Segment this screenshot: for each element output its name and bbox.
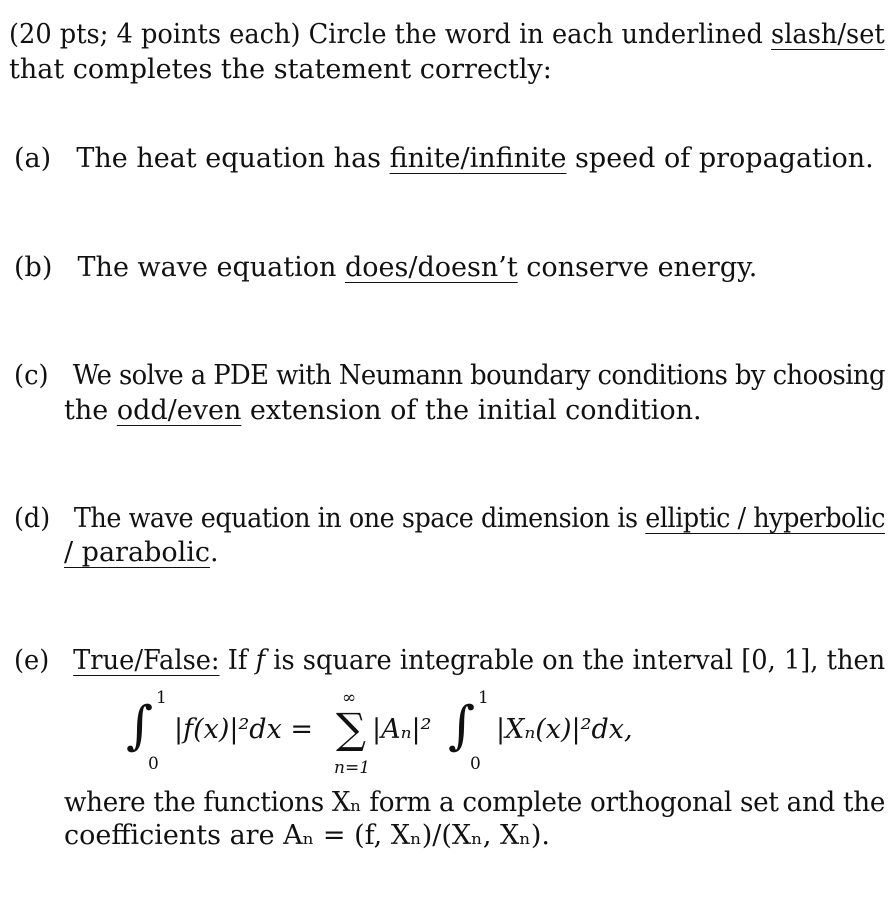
question-b-text: The wave equation <box>77 252 345 283</box>
question-d-text-end: . <box>210 537 219 568</box>
sum-lower: n=1 <box>334 758 371 778</box>
question-c-label: (c) <box>14 360 49 391</box>
rhs-integrand: |Xₙ(x)|²dx, <box>496 714 633 745</box>
sum-upper: ∞ <box>342 688 357 708</box>
question-b-label: (b) <box>14 252 53 283</box>
question-e-choice[interactable]: True/False: <box>73 645 220 676</box>
question-a-label: (a) <box>14 143 52 174</box>
integral-right-upper: 1 <box>478 688 489 708</box>
question-e-text-4: coefficients are Aₙ = (f, Xₙ)/(Xₙ, Xₙ). <box>64 820 550 851</box>
question-e-text: If <box>219 645 256 676</box>
instructions-text: (20 pts; 4 points each) Circle the word in each underlined <box>9 19 772 50</box>
instructions-text-2: that completes the statement correctly: <box>9 54 552 85</box>
question-d-text: The wave equation in one space dimension is <box>73 503 646 534</box>
question-e-text-3: where the functions Xₙ form a complete orthogonal set and the <box>64 787 886 818</box>
question-e-line-4 <box>64 819 550 853</box>
slash-set-underlined: slash/set <box>771 19 885 50</box>
question-b-text-end: conserve energy. <box>517 252 758 283</box>
sum-term: |Aₙ|² <box>372 714 432 745</box>
question-d-label: (d) <box>14 503 51 534</box>
question-d-line-2 <box>64 536 219 570</box>
integral-left-lower: 0 <box>148 754 159 774</box>
question-a <box>14 142 874 176</box>
question-c-choice[interactable]: odd/even <box>116 395 242 426</box>
question-e-var-f: f <box>255 645 266 676</box>
question-c-line-2 <box>64 394 702 428</box>
lhs-integrand: |f(x)|²dx = <box>174 714 314 745</box>
question-c-text-2: the <box>64 395 117 426</box>
question-c-line-1 <box>14 359 885 393</box>
question-d-choice-2[interactable]: / parabolic <box>64 537 210 568</box>
integral-right-lower: 0 <box>470 754 481 774</box>
question-e-line-3 <box>64 786 885 820</box>
question-a-choice[interactable]: finite/infinite <box>389 143 567 174</box>
question-a-text-end: speed of propagation. <box>566 143 874 174</box>
instructions-line-2 <box>9 53 552 87</box>
parseval-equation <box>126 690 686 780</box>
question-b-choice[interactable]: does/doesn’t <box>345 252 518 283</box>
question-a-text: The heat equation has <box>76 143 390 174</box>
question-d-line-1 <box>14 502 885 536</box>
integral-left-upper: 1 <box>156 688 167 708</box>
question-c-text-end: extension of the initial condition. <box>241 395 702 426</box>
question-e-text-end: is square integrable on the interval [0, 1], then <box>265 645 886 676</box>
integral-sign-left: ∫ <box>126 696 154 756</box>
question-b <box>14 251 757 285</box>
integral-sign-right: ∫ <box>448 696 476 756</box>
question-e-label: (e) <box>14 645 50 676</box>
sum-sign: ∑ <box>336 704 366 753</box>
question-c-text: We solve a PDE with Neumann boundary conditions by choosing <box>72 360 885 391</box>
instructions-line-1 <box>9 18 885 52</box>
question-e-line-1 <box>14 644 885 678</box>
question-d-choice-1[interactable]: elliptic / hyperbolic <box>645 503 886 534</box>
